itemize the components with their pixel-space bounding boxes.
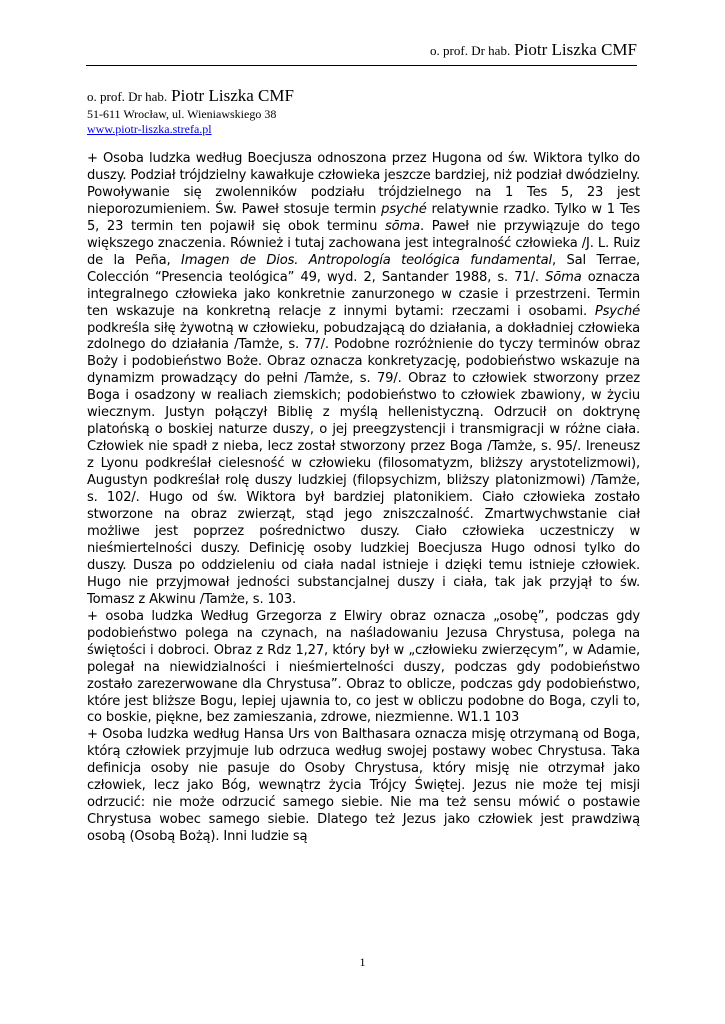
running-header bbox=[430, 40, 637, 60]
paragraph-boethius-hugo: + Osoba ludzka według Boecjusza odnoszona przez Hugona od św. Wiktora tylko do duszy. Podział trójdzielny kawałkuje człowieka jeszcze bardziej, niż podział dwódzielny. Powoływanie się zwolenników podziału trójdzielnego na 1 Tes 5, 23 jest nieporozumieniem. Św. Paweł stosuje termin psyché relatywnie rzadko. Tylko w 1 Tes 5, 23 termin ten pojawił się obok terminu sōma. Paweł nie przywiązuje do tego większego znaczenia. Również i tutaj zachowana jest integralność człowieka /J. L. Ruiz de la Peña, Imagen de Dios. Antropología teológica fundamental, Sal Terrae, Colección “Presencia teológica” 49, wyd. 2, Santander 1988, s. 71/. Sōma oznacza integralnego człowieka jako konkretnie zanurzonego w czasie i przestrzeni. Termin ten wskazuje na konkretną relacje z innymi bytami: rzeczami i osobami. Psyché podkreśla siłę żywotną w człowieku, pobudzającą do działania, a dokładniej człowieka zdolnego do działania /Tamże, s. 77/. Podobne rozróżnienie do tyczy terminów obraz Boży i podobieństwo Boże. Obraz oznacza konkretyzację, podobieństwo wskazuje na dynamizm prowadzący do pełni /Tamże, s. 79/. Obraz to człowiek stworzony przez Boga i osadzony w realiach ziemskich; podobieństwo to człowiek zbawiony, w życiu wiecznym. Justyn połączył Biblię z myślą hellenistyczną. Odrzucił on doktrynę platońską o boskiej naturze duszy, o jej preegzystencji i transmigracji w różne ciała. Człowiek nie spadł z nieba, lecz został stworzony przez Boga /Tamże, s. 95/. Ireneusz z Lyonu podkreślał cielesność w człowieku (filosomatyzm, bliższy arystotelizmowi), Augustyn podkreślał rolę duszy ludzkiej (filopsychizm, bliższy platonizmowi) /Tamże, s. 102/. Hugo od św. Wiktora był bardziej platonikiem. Ciało człowieka zostało stworzone na obraz zwierząt, stąd jego zniszczalność. Zmartwychwstanie ciał możliwe jest poprzez pośrednictwo duszy. Ciało człowieka uczestniczy w nieśmiertelności duszy. Definicję osoby ludzkiej Boecjusza Hugo odnosi tylko do duszy. Dusza po oddzieleniu od ciała nadal istnieje i dzięki temu istnieje człowiek. Hugo nie przyjmował jedności substancjalnej duszy i ciała, tak jak przyjął to św. Tomasz z Akwinu /Tamże, s. 103. bbox=[87, 151, 641, 607]
author-title-prefix: o. prof. Dr hab. bbox=[87, 89, 168, 104]
author-street-address: 51-611 Wrocław, ul. Wieniawskiego 38 bbox=[87, 107, 277, 121]
author-name: Piotr Liszka CMF bbox=[171, 86, 294, 105]
paragraph-gregory-elvira: + osoba ludzka Według Grzegorza z Elwiry obraz oznacza „osobę”, podczas gdy podobieństwo polega na czynach, na naśladowaniu Jezusa Chrystusa, polega na świętości i dobroci. Obraz z Rdz 1,27, który był w „człowieku zwierzęcym”, w Adamie, polegał na niewidzialności i nieśmiertelności duszy, podczas gdy podobieństwo zostało zarezerwowane dla Chrystusa”. Obraz to oblicze, podczas gdy podobieństwo, które jest bliższe Bogu, lepiej ujawnia to, co jest w obliczu podobne do Boga, czyli to, co boskie, piękne, bez zamieszania, zdrowe, niezmienne. W1.1 103 bbox=[87, 608, 640, 726]
header-divider bbox=[86, 65, 637, 66]
header-author-name: Piotr Liszka CMF bbox=[514, 40, 637, 59]
author-line bbox=[87, 86, 294, 106]
author-address-block bbox=[87, 86, 294, 137]
body-text bbox=[87, 151, 640, 846]
paragraph-balthasar: + Osoba ludzka według Hansa Urs von Balthasara oznacza misję otrzymaną od Boga, którą człowiek przyjmuje lub odrzuca według swojej postawy wobec Chrystusa. Taka definicja osoby nie pasuje do Osoby Chrystusa, który misję nie otrzymał jako człowiek, lecz jako Bóg, wewnątrz życia Trójcy Świętej. Jezus nie może tej misji odrzucić: nie może odrzucić samego siebie. Nie ma też sensu mówić o postawie Chrystusa wobec samego siebie. Dlatego też Jezus jako człowiek jest prawdziwą osobą (Osobą Bożą). Inni ludzie są bbox=[87, 727, 640, 845]
author-website-link[interactable]: www.piotr-liszka.strefa.pl bbox=[87, 122, 212, 136]
header-title-prefix: o. prof. Dr hab. bbox=[430, 43, 511, 58]
page-number: 1 bbox=[359, 955, 366, 969]
